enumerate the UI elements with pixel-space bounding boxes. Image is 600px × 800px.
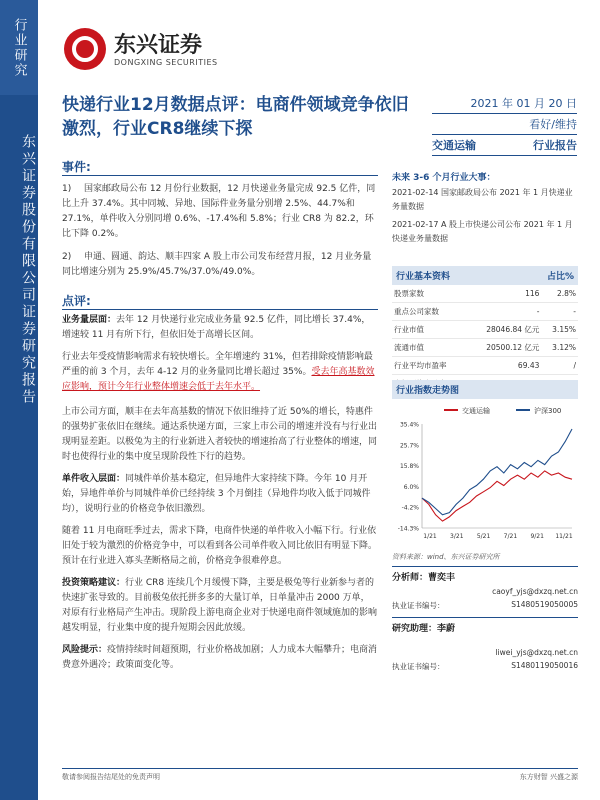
report-type-label: 行业研究 — [0, 0, 38, 95]
industry-info — [392, 266, 578, 393]
info-row — [392, 357, 578, 375]
series-line — [422, 429, 572, 515]
analysts — [392, 566, 578, 672]
analyst-cert: 执业证书编号： S1480519050005 — [392, 600, 578, 610]
analyst-name: 分析师：曹奕丰 — [392, 573, 456, 583]
y-tick-label: 6.0% — [403, 483, 419, 491]
analyst-email: caoyf_yjs@dxzq.net.cn — [492, 587, 578, 596]
info-row — [392, 339, 578, 357]
industry-info-table — [392, 285, 578, 393]
footer-disclaimer: 敬请参阅报告结尾处的免责声明 — [62, 773, 160, 781]
tag-industry: 交通运输 — [432, 139, 476, 152]
report-title: 快递行业12月数据点评：电商件领域竞争依旧激烈，行业CR8继续下探 — [62, 95, 409, 139]
paragraph: 投资策略建议：行业 CR8 连续几个月缓慢下降，主要是极兔等行业新参与者的快速扩张导致的。目前极兔依托拼多多的大量订单，日单量冲击 2000 万单，对原有行业格局产生冲击。现阶段上游电商企业对于快递电商件领域施加的影响越发明显，行业集中度的提升短期会因此放缓。 — [62, 578, 378, 633]
info-pct: - — [541, 303, 578, 321]
info-value: - — [466, 303, 541, 321]
info-label: 行业市值 — [392, 321, 466, 339]
paragraph: 风险提示：疫情持续时间超预期，行业价格战加剧；人力成本大幅攀升；电商消费意外遇冷；政策面变化等。 — [62, 645, 378, 670]
upcoming-events — [392, 170, 578, 246]
info-value: 116 — [466, 285, 541, 303]
divider — [62, 309, 378, 310]
analyst-name: 研究助理：李蔚 — [392, 624, 456, 634]
tags — [432, 135, 577, 156]
tag-type: 行业报告 — [533, 139, 577, 152]
sidebar — [0, 0, 38, 800]
info-value: 28046.84 亿元 — [466, 321, 541, 339]
info-label: 流通市值 — [392, 339, 466, 357]
x-tick-label: 7/21 — [503, 533, 518, 540]
info-value: 69.43 — [466, 357, 541, 375]
event-item: 1) 国家邮政局公布 12 月份行业数据，12 月快递业务量完成 92.5 亿件，同比上升 37.4%。其中同城、异地、国际件业务量分别增 2.5%、44.7%和 27.1%，单件收入分别同增 0.6%、-17.4%和 5.8%；行业 CR8 为 82.2，环比下降 0.2%。 — [62, 184, 376, 239]
paragraph: 单件收入层面：同城件单价基本稳定，但异地件大家持续下降。今年 10 月开始，异地件单价与同城件单价已经持续 3 个月倒挂（异地件均收入低于同城件均），说明行业的价格竞争依旧激烈。 — [62, 474, 371, 514]
chart-source: 资料来源：wind、东兴证券研究所 — [392, 553, 500, 561]
info-pct: 3.15% — [541, 321, 578, 339]
x-tick-label: 11/21 — [555, 533, 573, 540]
y-tick-label: -14.3% — [397, 525, 419, 533]
info-row — [392, 321, 578, 339]
divider — [62, 175, 378, 176]
upcoming-item: 2021-02-14 国家邮政局公布 2021 年 1 月快递业务量数据 — [392, 188, 573, 211]
report-date: 2021 年 01 月 20 日 — [432, 95, 577, 114]
analyst-email: liwei_yjs@dxzq.net.cn — [495, 648, 578, 657]
events-heading: 事件: — [62, 160, 91, 174]
event-item: 2) 申通、圆通、韵达、顺丰四家 A 股上市公司发布经营月报，12 月业务量同比增速分别为 25.9%/45.7%/37.0%/49.0%。 — [62, 252, 372, 277]
industry-info-heading: 行业基本资料 占比% — [392, 266, 578, 285]
chart-heading: 行业指数走势图 — [392, 380, 578, 399]
paragraph: 上市公司方面，顺丰在去年高基数的情况下依旧维持了近 50%的增长，特惠件的强势扩张依旧在继续。通达系快递方面，三家上市公司的增速并没有与行业出现明显差距。以极兔为主的行业新进入者较快的增速抬高了行业整体的增速，同时也使得行业的集中度呈现阶段性下行的趋势。 — [62, 407, 378, 462]
y-tick-label: 25.7% — [399, 442, 419, 450]
logo-cn: 东兴证券 — [114, 33, 203, 58]
review-heading: 点评: — [62, 294, 91, 308]
info-label: 股票家数 — [392, 285, 466, 303]
info-pct: 2.8% — [541, 285, 578, 303]
info-row — [392, 285, 578, 303]
analyst-cert: 执业证书编号： S1480119050016 — [392, 661, 578, 671]
logo-en: DONGXING SECURITIES — [114, 58, 218, 67]
paragraph: 业务量层面：去年 12 月快递行业完成业务量 92.5 亿件，同比增长 37.4%，增速较 11 月有所下行，但依旧处于高增长区间。 — [62, 315, 371, 340]
legend-label: 沪深300 — [534, 407, 562, 415]
logo-icon — [64, 28, 106, 70]
analyst-block — [392, 617, 578, 672]
x-tick-label: 5/21 — [476, 533, 491, 540]
info-pct: 3.12% — [541, 339, 578, 357]
x-tick-label: 1/21 — [423, 533, 437, 540]
y-tick-label: 15.8% — [399, 463, 419, 471]
footer — [62, 768, 578, 782]
events-list — [62, 182, 378, 287]
series-line — [422, 471, 572, 521]
review-body — [62, 313, 378, 680]
legend-label: 交通运输 — [462, 407, 490, 415]
logo — [64, 26, 244, 76]
y-tick-label: 35.4% — [399, 421, 419, 429]
info-value: 20500.12 亿元 — [466, 339, 541, 357]
rating: 看好/维持 — [432, 114, 577, 135]
upcoming-item: 2021-02-17 A 股上市快递公司公布 2021 年 1 月快递业务量数据 — [392, 220, 573, 243]
upcoming-heading: 未来 3-6 个月行业大事： — [392, 173, 496, 183]
x-tick-label: 3/21 — [450, 533, 464, 540]
paragraph: 随着 11 月电商旺季过去，需求下降，电商件快递的单件收入小幅下行。行业依旧处于较为激烈的价格竞争中，可以看到各公司单件收入同比依旧有明显下降。预计在行业进入寡头垄断格局之前，价格竞争很难停息。 — [62, 526, 378, 566]
chart-heading-box — [392, 380, 578, 399]
x-tick-label: 9/21 — [530, 533, 544, 540]
paragraph: 行业去年受疫情影响需求有较快增长。全年增速约 31%，但若排除疫情影响最严重的前 3 个月，去年 4-12 月的业务量同比增长超过 35%。受去年高基数效应影响，预计今年行业整体增速会低于去年水平。 — [62, 352, 375, 392]
info-pct: / — [541, 357, 578, 375]
index-chart — [392, 400, 578, 548]
info-row — [392, 303, 578, 321]
info-label: 重点公司家数 — [392, 303, 466, 321]
info-label: 行业平均市盈率 — [392, 357, 466, 375]
analyst-block — [392, 566, 578, 611]
y-tick-label: -4.2% — [401, 504, 419, 512]
footer-slogan: 东方财智 兴盛之源 — [519, 773, 578, 781]
report-meta — [432, 95, 577, 156]
company-label: 东兴证券股份有限公司证券研究报告 — [20, 134, 36, 406]
